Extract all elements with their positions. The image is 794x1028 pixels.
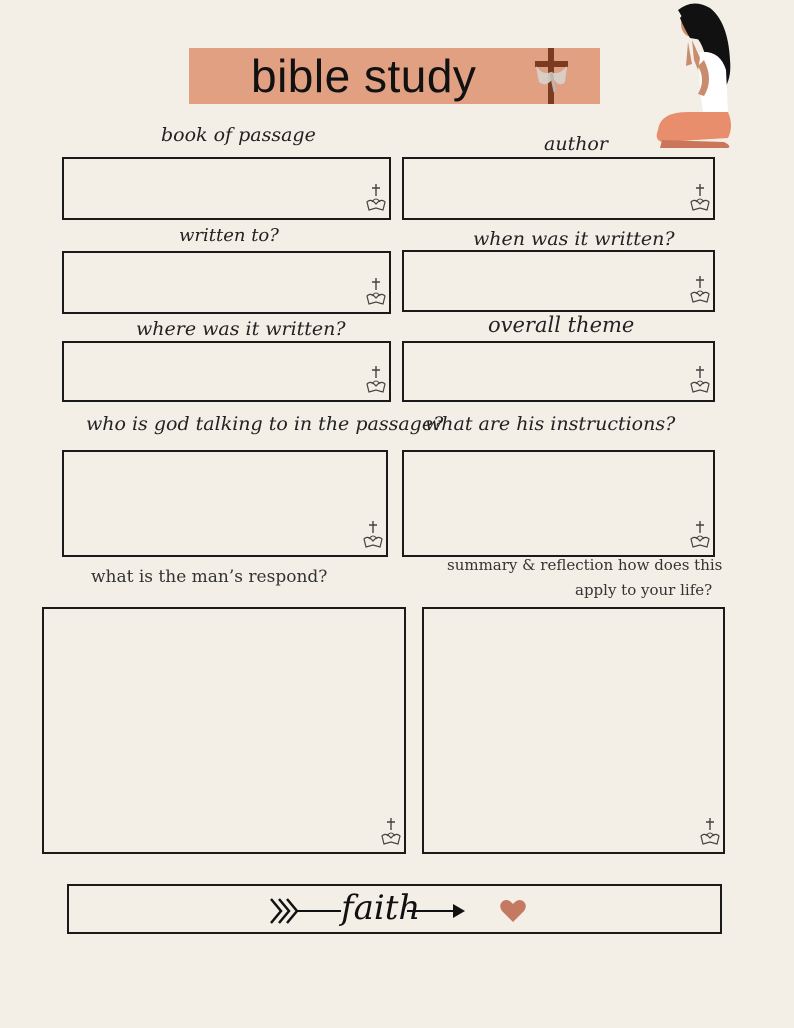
summary-label-line1: summary & reflection how does this xyxy=(447,556,723,574)
book-of-passage-label: book of passage xyxy=(161,124,316,146)
who-god-talking-to-field[interactable] xyxy=(62,450,388,557)
cross-icon xyxy=(529,48,577,104)
praying-hands-cross-icon xyxy=(365,276,387,306)
overall-theme-field[interactable] xyxy=(402,341,715,402)
heart-icon xyxy=(499,898,527,924)
author-label: author xyxy=(544,133,608,155)
praying-hands-cross-icon xyxy=(362,519,384,549)
summary-reflection-field[interactable] xyxy=(422,607,725,854)
when-written-label: when was it written? xyxy=(473,228,675,250)
man-respond-field[interactable] xyxy=(42,607,406,854)
praying-hands-cross-icon xyxy=(689,274,711,304)
written-to-label: written to? xyxy=(179,225,279,246)
praying-hands-cross-icon xyxy=(380,816,402,846)
his-instructions-field[interactable] xyxy=(402,450,715,557)
who-god-talking-to-label: who is god talking to in the passage? xyxy=(86,413,444,435)
praying-hands-cross-icon xyxy=(689,519,711,549)
praying-hands-cross-icon xyxy=(365,364,387,394)
where-written-label: where was it written? xyxy=(136,318,346,340)
man-respond-label: what is the man’s respond? xyxy=(91,567,328,587)
where-written-field[interactable] xyxy=(62,341,391,402)
author-field[interactable] xyxy=(402,157,715,220)
praying-hands-cross-icon xyxy=(365,182,387,212)
page-title: bible study xyxy=(251,50,477,102)
summary-label-line2: apply to your life? xyxy=(575,581,713,599)
written-to-field[interactable] xyxy=(62,251,391,314)
his-instructions-label: what are his instructions? xyxy=(425,413,676,435)
book-of-passage-field[interactable] xyxy=(62,157,391,220)
praying-hands-cross-icon xyxy=(699,816,721,846)
faith-word: faith xyxy=(341,888,421,928)
praying-hands-cross-icon xyxy=(689,364,711,394)
praying-hands-cross-icon xyxy=(689,182,711,212)
praying-woman-illustration xyxy=(648,0,738,150)
overall-theme-label: overall theme xyxy=(488,313,635,337)
when-written-field[interactable] xyxy=(402,250,715,312)
faith-banner xyxy=(67,884,722,934)
title-banner xyxy=(189,48,600,104)
